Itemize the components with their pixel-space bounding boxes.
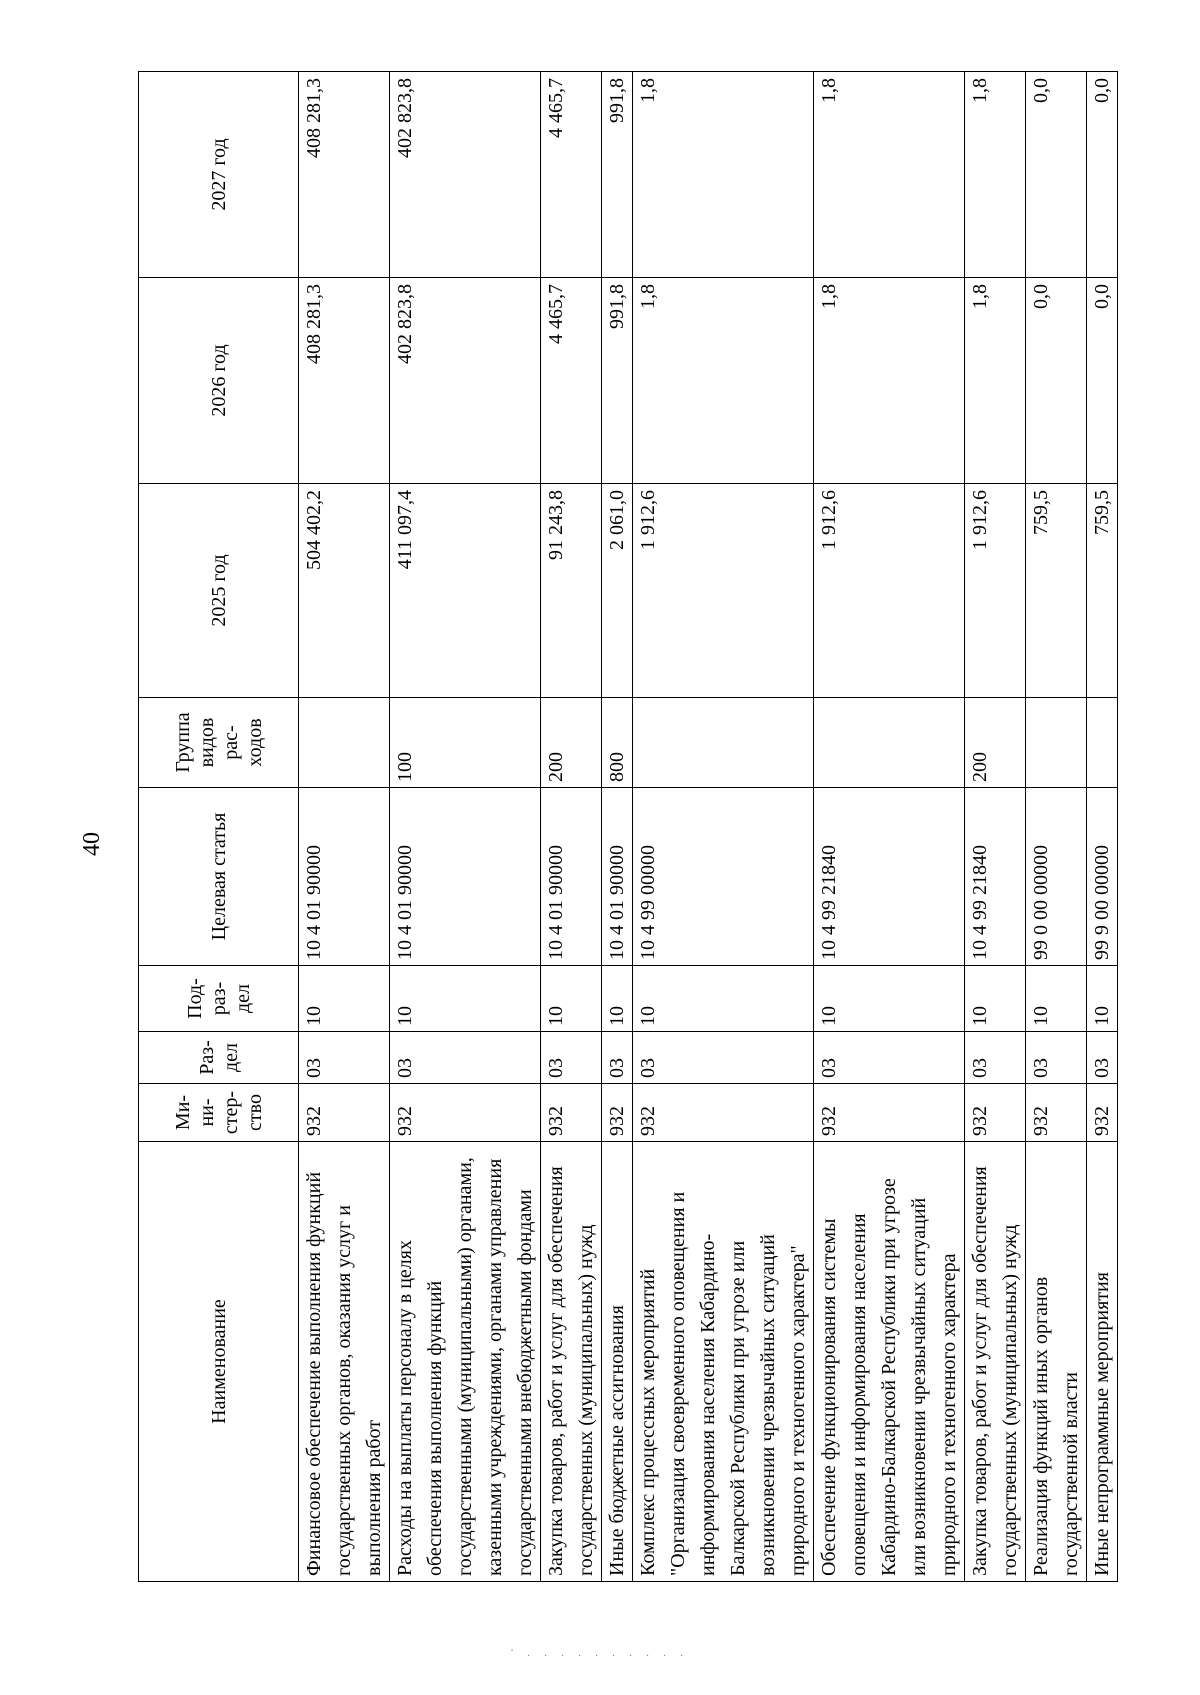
table-row (541, 72, 602, 1582)
row-2025: 411 097,4 (390, 484, 541, 698)
row-2026: 1,8 (814, 278, 965, 484)
header-section: Раз- дел (139, 1032, 299, 1084)
row-name: Иные бюджетные ассигнования (602, 1142, 633, 1582)
row-subsection: 10 (814, 966, 965, 1032)
header-row (139, 72, 299, 1582)
row-expense-group (1087, 698, 1118, 788)
row-section: 03 (633, 1032, 814, 1084)
row-2027: 408 281,3 (299, 72, 390, 278)
table-row (1026, 72, 1087, 1582)
header-name: Наименование (139, 1142, 299, 1582)
row-name: Закупка товаров, работ и услуг для обеспечения государственных (муниципальных) нужд (541, 1142, 602, 1582)
row-2027: 402 823,8 (390, 72, 541, 278)
table-row (814, 72, 965, 1582)
row-2026: 1,8 (965, 278, 1026, 484)
row-name: Расходы на выплаты персоналу в целях обеспечения выполнения функций государственными (муниципальными) органами, казенными учреждениями, органами управления государственными внебюджетными фондами (390, 1142, 541, 1582)
row-section: 03 (541, 1032, 602, 1084)
row-ministry: 932 (1026, 1084, 1087, 1142)
row-2025: 1 912,6 (965, 484, 1026, 698)
row-2026: 1,8 (633, 278, 814, 484)
row-ministry: 932 (814, 1084, 965, 1142)
row-2026: 0,0 (1087, 278, 1118, 484)
row-2025: 1 912,6 (814, 484, 965, 698)
row-2027: 1,8 (633, 72, 814, 278)
row-name: Иные непрограммные мероприятия (1087, 1142, 1118, 1582)
row-subsection: 10 (390, 966, 541, 1032)
row-2026: 402 823,8 (390, 278, 541, 484)
row-section: 03 (814, 1032, 965, 1084)
row-target-article: 10 4 01 90000 (390, 788, 541, 966)
row-ministry: 932 (633, 1084, 814, 1142)
header-2027: 2027 год (139, 72, 299, 278)
header-expense-group: Группа видов рас- ходов (139, 698, 299, 788)
row-ministry: 932 (1087, 1084, 1118, 1142)
row-expense-group: 200 (965, 698, 1026, 788)
row-target-article: 99 0 00 00000 (1026, 788, 1087, 966)
row-2027: 1,8 (814, 72, 965, 278)
row-subsection: 10 (602, 966, 633, 1032)
row-2025: 1 912,6 (633, 484, 814, 698)
row-section: 03 (299, 1032, 390, 1084)
row-name: Закупка товаров, работ и услуг для обеспечения государственных (муниципальных) нужд (965, 1142, 1026, 1582)
row-subsection: 10 (633, 966, 814, 1032)
row-section: 03 (390, 1032, 541, 1084)
row-2026: 0,0 (1026, 278, 1087, 484)
row-name: Обеспечение функционирования системы оповещения и информирования населения Кабардино-Балкарской Республики при угрозе или возникновении чрезвычайных ситуаций природного и техногенного характера (814, 1142, 965, 1582)
row-target-article: 10 4 01 90000 (541, 788, 602, 966)
row-expense-group (1026, 698, 1087, 788)
table-row (1087, 72, 1118, 1582)
row-2026: 408 281,3 (299, 278, 390, 484)
row-expense-group (299, 698, 390, 788)
row-ministry: 932 (602, 1084, 633, 1142)
row-ministry: 932 (965, 1084, 1026, 1142)
budget-table (138, 71, 1118, 1582)
row-subsection: 10 (1087, 966, 1118, 1032)
row-target-article: 10 4 01 90000 (299, 788, 390, 966)
header-2025: 2025 год (139, 484, 299, 698)
row-2027: 4 465,7 (541, 72, 602, 278)
row-2027: 991,8 (602, 72, 633, 278)
row-expense-group (814, 698, 965, 788)
header-2026: 2026 год (139, 278, 299, 484)
row-subsection: 10 (1026, 966, 1087, 1032)
table-row (390, 72, 541, 1582)
row-2025: 2 061,0 (602, 484, 633, 698)
row-ministry: 932 (390, 1084, 541, 1142)
table-row (965, 72, 1026, 1582)
header-ministry: Ми- ни- стер- ство (139, 1084, 299, 1142)
row-target-article: 10 4 99 00000 (633, 788, 814, 966)
header-target-article: Целевая статья (139, 788, 299, 966)
footer-marks: ' . . . . . . . . . . (511, 1648, 689, 1659)
row-2025: 759,5 (1087, 484, 1118, 698)
row-2026: 991,8 (602, 278, 633, 484)
page-number: 40 (79, 832, 105, 856)
row-section: 03 (602, 1032, 633, 1084)
row-2027: 0,0 (1087, 72, 1118, 278)
row-section: 03 (1026, 1032, 1087, 1084)
row-2026: 4 465,7 (541, 278, 602, 484)
row-name: Финансовое обеспечение выполнения функций государственных органов, оказания услуг и выполнения работ (299, 1142, 390, 1582)
row-subsection: 10 (299, 966, 390, 1032)
row-section: 03 (965, 1032, 1026, 1084)
row-2027: 0,0 (1026, 72, 1087, 278)
row-target-article: 99 9 00 00000 (1087, 788, 1118, 966)
row-subsection: 10 (965, 966, 1026, 1032)
row-ministry: 932 (541, 1084, 602, 1142)
row-2025: 504 402,2 (299, 484, 390, 698)
table-row (299, 72, 390, 1582)
row-expense-group: 200 (541, 698, 602, 788)
row-target-article: 10 4 01 90000 (602, 788, 633, 966)
row-2025: 91 243,8 (541, 484, 602, 698)
table-row (602, 72, 633, 1582)
rotated-table-container (138, 72, 1113, 1582)
row-2027: 1,8 (965, 72, 1026, 278)
row-expense-group (633, 698, 814, 788)
row-expense-group: 800 (602, 698, 633, 788)
row-ministry: 932 (299, 1084, 390, 1142)
table-row (633, 72, 814, 1582)
row-target-article: 10 4 99 21840 (814, 788, 965, 966)
header-subsection: Под- раз- дел (139, 966, 299, 1032)
row-2025: 759,5 (1026, 484, 1087, 698)
row-section: 03 (1087, 1032, 1118, 1084)
row-name: Комплекс процессных мероприятий "Организация своевременного оповещения и информирования населения Кабардино-Балкарской Республики при угрозе или возникновении чрезвычайных ситуаций природного и техногенного характера" (633, 1142, 814, 1582)
row-target-article: 10 4 99 21840 (965, 788, 1026, 966)
row-expense-group: 100 (390, 698, 541, 788)
row-subsection: 10 (541, 966, 602, 1032)
row-name: Реализация функций иных органов государственной власти (1026, 1142, 1087, 1582)
